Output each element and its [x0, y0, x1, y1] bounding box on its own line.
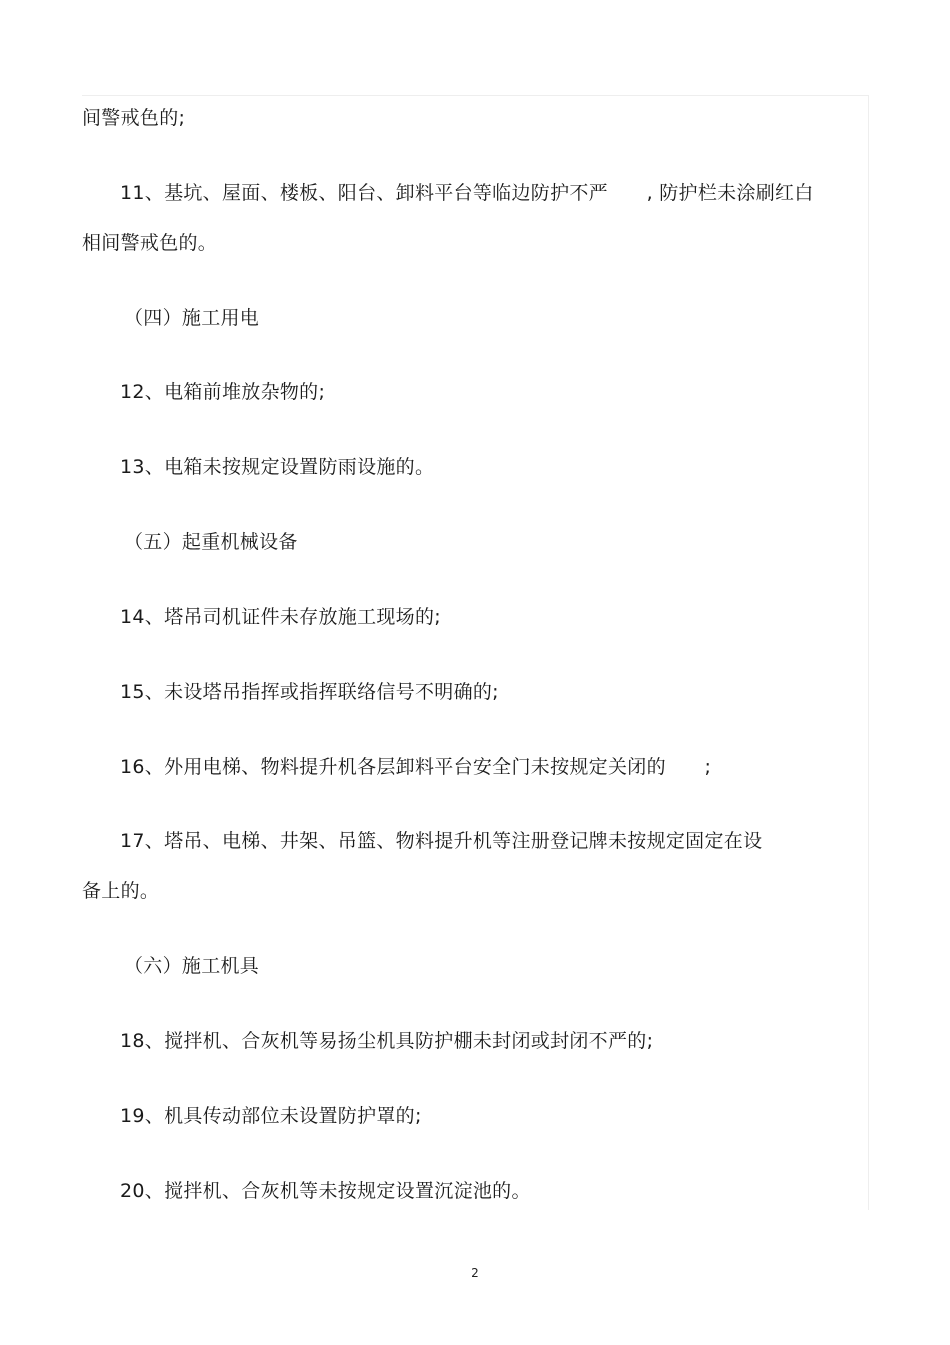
item-19: 19、机具传动部位未设置防护罩的; — [120, 1105, 422, 1127]
text-line-continuation: 间警戒色的; — [82, 107, 186, 129]
item-17-line-1: 17、塔吊、电梯、井架、吊篮、物料提升机等注册登记牌未按规定固定在设 — [120, 830, 763, 852]
section-heading-lifting-equipment: （五）起重机械设备 — [124, 531, 298, 553]
item-16: 16、外用电梯、物料提升机各层卸料平台安全门未按规定关闭的 ; — [120, 756, 712, 778]
item-18: 18、搅拌机、合灰机等易扬尘机具防护棚未封闭或封闭不严的; — [120, 1030, 654, 1052]
item-13: 13、电箱未按规定设置防雨设施的。 — [120, 456, 435, 478]
page-frame-right-border — [868, 95, 869, 1210]
item-11-line-2: 相间警戒色的。 — [82, 232, 218, 254]
page-number: 2 — [471, 1266, 479, 1280]
section-heading-machinery: （六）施工机具 — [124, 955, 260, 977]
item-15: 15、未设塔吊指挥或指挥联络信号不明确的; — [120, 681, 499, 703]
item-20: 20、搅拌机、合灰机等未按规定设置沉淀池的。 — [120, 1180, 531, 1202]
item-12: 12、电箱前堆放杂物的; — [120, 381, 326, 403]
section-heading-electricity: （四）施工用电 — [124, 307, 260, 329]
item-11-line-1: 11、基坑、屋面、楼板、阳台、卸料平台等临边防护不严 , 防护栏未涂刷红白 — [120, 182, 814, 204]
page-frame-top-border — [82, 95, 869, 96]
item-14: 14、塔吊司机证件未存放施工现场的; — [120, 606, 441, 628]
item-17-line-2: 备上的。 — [82, 880, 160, 902]
